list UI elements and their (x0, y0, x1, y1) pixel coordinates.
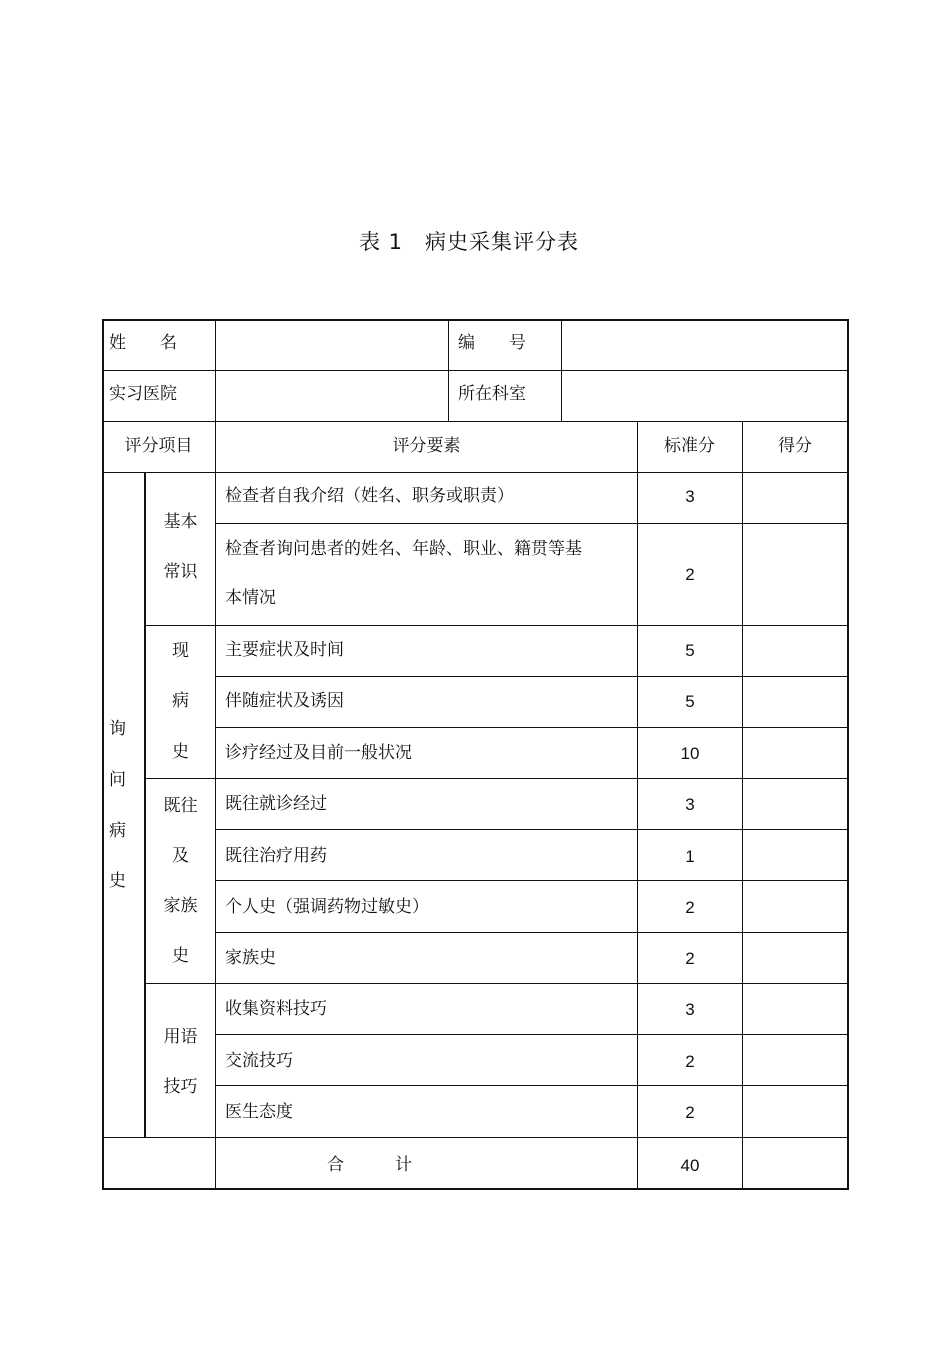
row-divider (215, 1034, 849, 1035)
group-label: 家族 (163, 896, 198, 916)
row-divider (215, 523, 849, 524)
group-label: 既往 (163, 796, 198, 816)
item-points: 2 (685, 1052, 695, 1071)
row-divider (215, 676, 849, 677)
row-divider (102, 1137, 849, 1138)
name-label: 姓 名 (109, 333, 177, 353)
header-standard: 标准分 (664, 436, 715, 456)
main-category-char: 史 (109, 871, 126, 891)
item-text: 家族史 (225, 948, 276, 968)
group-label: 史 (172, 946, 189, 966)
item-points: 2 (685, 1103, 695, 1122)
header-score: 得分 (778, 436, 812, 456)
row-divider (215, 829, 849, 830)
page-title: 表 1 病史采集评分表 (358, 230, 580, 254)
item-text: 收集资料技巧 (225, 999, 327, 1019)
row-divider (144, 778, 849, 779)
item-text: 主要症状及时间 (225, 640, 344, 660)
item-points: 3 (685, 1000, 695, 1019)
item-points: 10 (680, 744, 700, 763)
group-label: 用语 (163, 1027, 198, 1047)
row-divider (215, 880, 849, 881)
number-label: 编 号 (458, 333, 526, 353)
col-divider (448, 319, 449, 422)
item-text: 既往治疗用药 (225, 846, 327, 866)
main-category-char: 问 (109, 770, 126, 790)
group-label: 常识 (163, 562, 198, 582)
header-element: 评分要素 (392, 436, 461, 456)
total-label: 合 计 (327, 1155, 412, 1175)
header-category: 评分项目 (124, 436, 193, 456)
item-text: 个人史（强调药物过敏史） (225, 897, 429, 917)
total-points: 40 (680, 1156, 700, 1175)
main-category-char: 询 (109, 719, 126, 739)
item-points: 2 (685, 949, 695, 968)
item-points: 2 (685, 565, 695, 584)
row-divider (215, 1085, 849, 1086)
main-category-char: 病 (109, 821, 126, 841)
group-label: 史 (172, 742, 189, 762)
item-text: 诊疗经过及目前一般状况 (225, 743, 412, 763)
item-points: 3 (685, 487, 695, 506)
item-text: 医生态度 (225, 1102, 293, 1122)
item-text: 本情况 (225, 588, 276, 608)
group-label: 技巧 (163, 1077, 198, 1097)
group-label: 现 (172, 641, 189, 661)
hospital-label: 实习医院 (109, 384, 177, 404)
row-divider (215, 727, 849, 728)
item-points: 3 (685, 795, 695, 814)
row-divider (215, 932, 849, 933)
row-divider (144, 625, 849, 626)
group-label: 病 (172, 691, 189, 711)
item-text: 伴随症状及诱因 (225, 691, 344, 711)
item-points: 1 (685, 847, 695, 866)
row-divider (102, 472, 849, 473)
department-label: 所在科室 (458, 384, 526, 404)
col-divider (561, 319, 562, 422)
item-points: 2 (685, 898, 695, 917)
group-label: 基本 (163, 512, 198, 532)
item-points: 5 (685, 641, 695, 660)
item-text: 既往就诊经过 (225, 794, 327, 814)
row-divider (144, 983, 849, 984)
item-text: 检查者询问患者的姓名、年龄、职业、籍贯等基 (225, 539, 582, 559)
group-label: 及 (172, 846, 189, 866)
item-text: 交流技巧 (225, 1051, 293, 1071)
item-points: 5 (685, 692, 695, 711)
item-text: 检查者自我介绍（姓名、职务或职责） (225, 486, 514, 506)
